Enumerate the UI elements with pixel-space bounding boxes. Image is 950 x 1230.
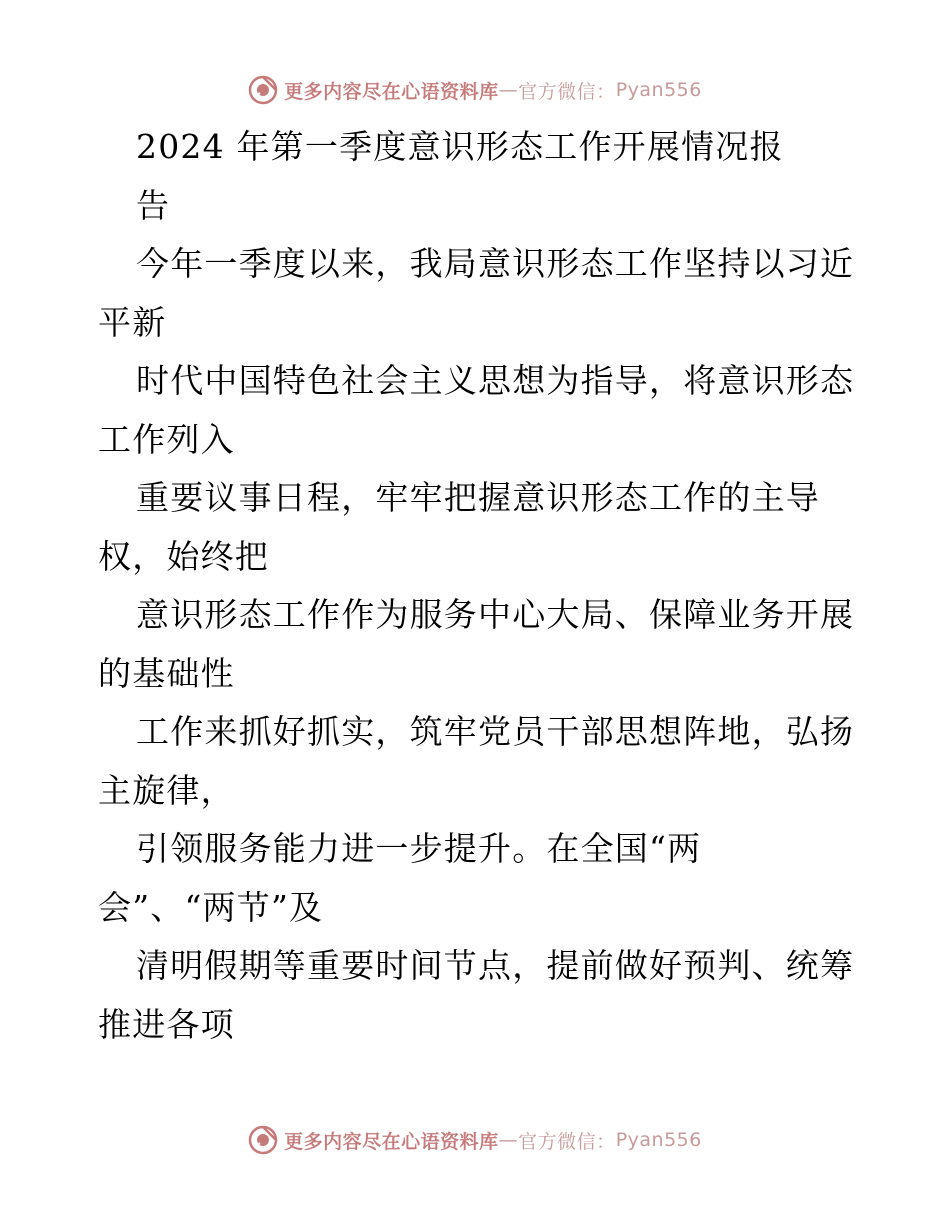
footer-watermark [0, 1120, 950, 1160]
paragraph-line: 的基础性 [98, 653, 235, 693]
title-line-1: 2024 年第一季度意识形态工作开展情况报 [136, 127, 784, 166]
paragraph-line: 今年一季度以来，我局意识形态工作坚持以习近 [136, 244, 855, 283]
paragraph-line: 意识形态工作作为服务中心大局、保障业务开展 [136, 595, 855, 634]
watermark-official: 官方微信： [518, 80, 616, 103]
watermark-separator: — [498, 79, 519, 101]
paragraph-line: 主旋律， [98, 770, 235, 810]
document-body [98, 118, 858, 1054]
paragraph-line: 推进各项 [98, 1004, 235, 1044]
paragraph-line: 会”、“两节”及 [98, 887, 324, 927]
title-line-2: 告 [136, 185, 171, 225]
paragraph-line: 清明假期等重要时间节点，提前做好预判、统筹 [136, 946, 855, 985]
paragraph-line: 重要议事日程，牢牢把握意识形态工作的主导 [136, 478, 820, 517]
watermark-wechat: Pyan556 [615, 1129, 702, 1151]
paragraph-line: 平新 [98, 302, 167, 342]
watermark-brand: 更多内容尽在心语资料库 [284, 80, 499, 103]
watermark-official: 官方微信： [518, 1130, 616, 1153]
brand-logo-icon [248, 75, 278, 105]
paragraph-line: 工作列入 [98, 419, 235, 459]
watermark-brand: 更多内容尽在心语资料库 [284, 1130, 499, 1153]
paragraph-line: 权，始终把 [98, 536, 269, 576]
brand-logo-icon [248, 1125, 278, 1155]
watermark-separator: — [498, 1129, 519, 1151]
paragraph-line: 引领服务能力进一步提升。在全国“两 [136, 829, 702, 868]
header-watermark [0, 70, 950, 110]
watermark-wechat: Pyan556 [615, 79, 702, 101]
paragraph-line: 工作来抓好抓实，筑牢党员干部思想阵地，弘扬 [136, 712, 855, 751]
paragraph-line: 时代中国特色社会主义思想为指导，将意识形态 [136, 361, 855, 400]
